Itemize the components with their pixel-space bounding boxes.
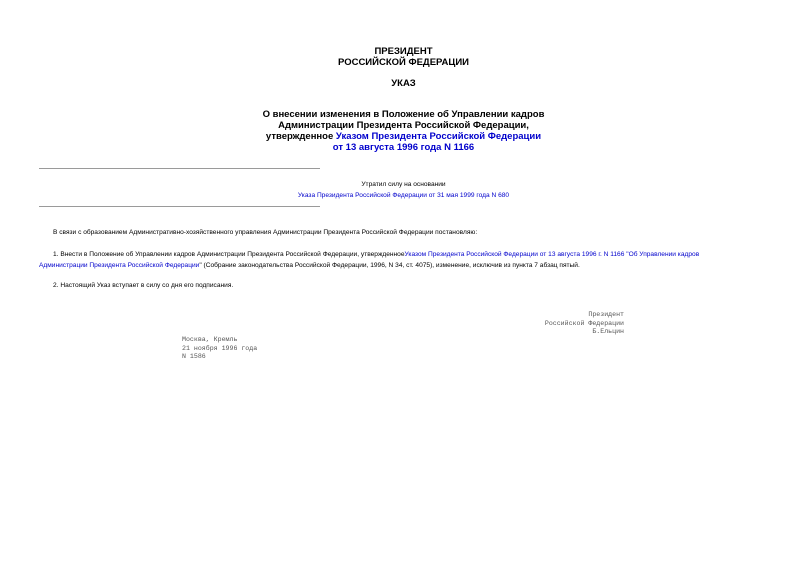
title-decree-link[interactable]: Указом Президента Российской Федерации [335,131,542,142]
signature-line2: Российской Федерации [544,319,624,327]
number-line: N 1586 [182,353,206,361]
date-line: 21 ноября 1996 года [182,344,258,352]
decree-1166-link[interactable]: Указом Президента Российской Федерации от 13 августа 1996 г. N 1166 "Об Управлении кадров [404,251,700,258]
title-line3-prefix: утвержденное [265,131,336,142]
status-text: Утратил силу на основании [361,181,446,188]
title-line3 [0,131,807,142]
signature-line3: Б.Ельцин [592,328,624,336]
issuer-line1: ПРЕЗИДЕНТ [374,46,433,57]
decree-1166-link-cont[interactable]: Администрации Президента Российской Федерации [39,262,200,269]
place-date-block [182,336,257,362]
issuer-line2: РОССИЙСКОЙ ФЕДЕРАЦИИ [337,57,469,68]
signature-block [545,311,624,337]
title-line2: Администрации Президента Российской Федерации, [278,120,529,131]
title-line1: О внесении изменения в Положение об Управлении кадров [262,109,545,120]
place-line: Москва, Кремль [182,336,238,343]
doc-type: УКАЗ [391,78,416,89]
status-line [0,190,807,201]
paragraph-2-suffix: " (Собрание законодательства Российской Федерации, 1996, N 34, ст. 4075), изменение, исключив из пункта 7 абзац пятый. [199,262,580,269]
paragraph-3: 2. Настоящий Указ вступает в силу со дня его подписания. [53,282,234,289]
paragraph-2 [39,249,771,271]
signature-line1: Президент [588,311,624,318]
top-rule [39,168,320,169]
paragraph-1: В связи с образованием Административно-хозяйственного управления Администрации Президента Российской Федерации постановляю: [53,229,478,236]
repeal-decree-link[interactable]: Указа Президента Российской Федерации от 31 мая 1999 года N 680 [297,192,510,199]
bottom-rule [39,206,320,207]
title-decree-date-link[interactable]: от 13 августа 1996 года N 1166 [332,142,475,153]
title-line4 [0,142,807,153]
paragraph-2-prefix: 1. Внести в Положение об Управлении кадров Администрации Президента Российской Федерации, утвержденное [53,251,405,258]
